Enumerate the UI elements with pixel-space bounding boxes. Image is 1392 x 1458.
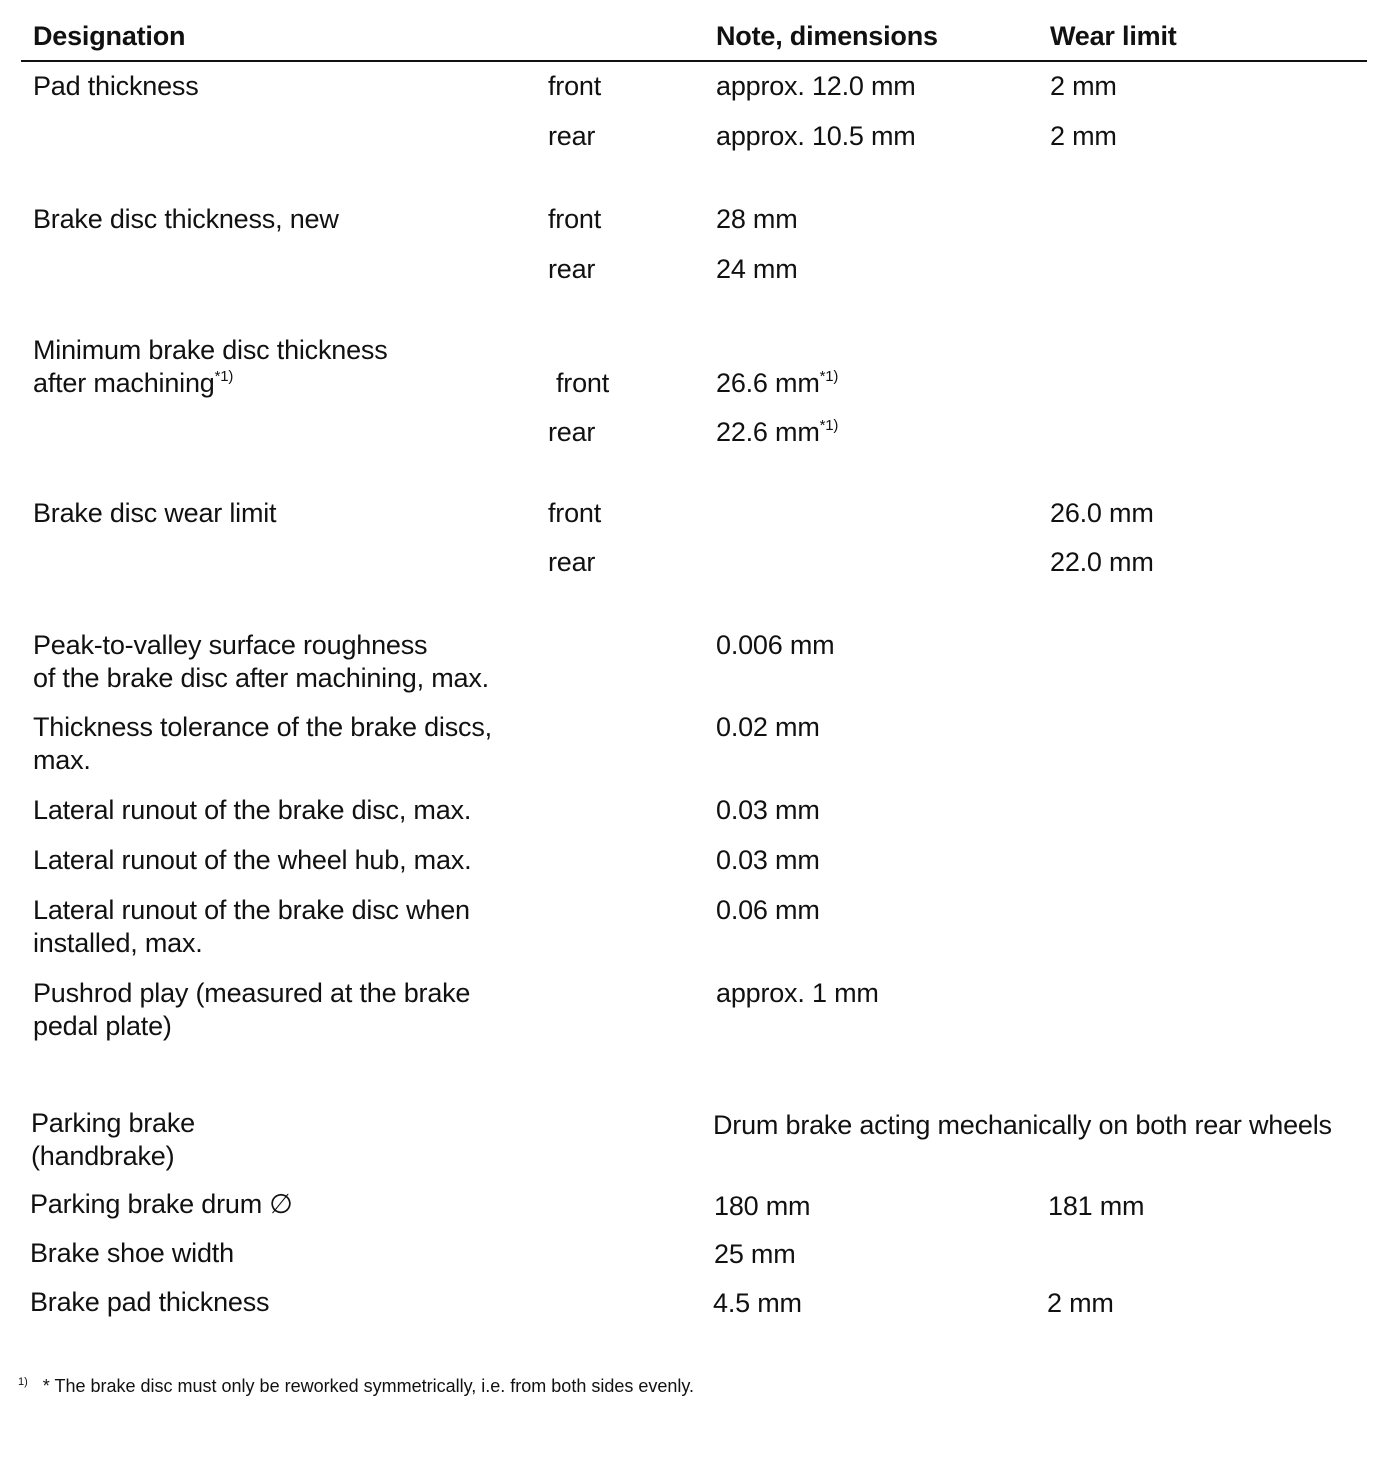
disc-min-front-position: front [556,368,610,398]
brake-pad-label: Brake pad thickness [30,1287,270,1317]
roughness-label-line1: Peak-to-valley surface roughness [33,630,428,660]
disc-wear-label: Brake disc wear limit [33,498,277,528]
disc-wear-rear-position: rear [548,547,596,577]
disc-new-front-note: 28 mm [716,204,798,234]
pushrod-note: approx. 1 mm [716,978,879,1008]
parking-brake-label-line2: (handbrake) [31,1141,175,1171]
disc-min-front-note: 26.6 $mm^{*1)}$ [716,368,839,398]
pushrod-label-line2: pedal plate) [33,1011,172,1041]
disc-min-rear-note: 22.6 $mm^{*1)}$ [716,417,839,447]
runout-installed-note: 0.06 mm [716,895,820,925]
runout-hub-label: Lateral runout of the wheel hub, max. [33,845,472,875]
header-designation: Designation [33,21,186,51]
disc-new-label: Brake disc thickness, new [33,204,339,234]
shoe-width-label: Brake shoe width [30,1238,234,1268]
parking-brake-label-line1: Parking brake [31,1108,195,1138]
pad-rear-note: approx. 10.5 mm [716,121,916,151]
pushrod-label-line1: Pushrod play (measured at the brake [33,978,471,1008]
runout-installed-label-line2: installed, max. [33,928,203,958]
pad-rear-position: rear [548,121,596,151]
pad-thickness-label: Pad thickness [33,71,199,101]
footnote-text: * The brake disc must only be reworked symmetrically, i.e. from both sides evenly. [42,1376,695,1396]
drum-note: 180 mm [714,1191,811,1221]
footnote-marker: *1) [819,368,839,385]
footnote-marker: *1) [214,368,234,385]
drum-wear: 181 mm [1048,1191,1145,1221]
disc-new-front-position: front [548,204,602,234]
footnote-number: 1) [18,1376,28,1388]
brake-pad-note: 4.5 mm [713,1288,802,1318]
runout-disc-label: Lateral runout of the brake disc, max. [33,795,472,825]
roughness-label-line2: of the brake disc after machining, max. [33,663,489,693]
tolerance-label-line2: max. [33,745,91,775]
pad-front-wear: 2 mm [1050,71,1117,101]
tolerance-label-line1: Thickness tolerance of the brake discs, [33,712,492,742]
header-rule [21,60,1367,62]
shoe-width-note: 25 mm [714,1239,796,1269]
pad-rear-wear: 2 mm [1050,121,1117,151]
disc-min-label-line1: Minimum brake disc thickness [33,335,388,365]
disc-wear-front-limit: 26.0 mm [1050,498,1154,528]
pad-front-position: front [548,71,602,101]
tolerance-note: 0.02 mm [716,712,820,742]
disc-min-rear-position: rear [548,417,596,447]
runout-hub-note: 0.03 mm [716,845,820,875]
runout-installed-label-line1: Lateral runout of the brake disc when [33,895,470,925]
disc-wear-rear-limit: 22.0 mm [1050,547,1154,577]
pad-front-note: approx. 12.0 mm [716,71,916,101]
footnote-marker: *1) [819,417,839,434]
drum-label: Parking brake drum ∅ [30,1189,293,1219]
disc-min-label-line2: after machining$^{*1)}$ [33,368,234,398]
footnote [18,1374,694,1398]
header-note: Note, dimensions [716,21,938,51]
brake-pad-wear: 2 mm [1047,1288,1114,1318]
disc-wear-front-position: front [548,498,602,528]
runout-disc-note: 0.03 mm [716,795,820,825]
roughness-note: 0.006 mm [716,630,835,660]
parking-brake-note: Drum brake acting mechanically on both rear wheels [713,1110,1332,1140]
header-wear-limit: Wear limit [1050,21,1177,51]
disc-new-rear-position: rear [548,254,596,284]
disc-new-rear-note: 24 mm [716,254,798,284]
